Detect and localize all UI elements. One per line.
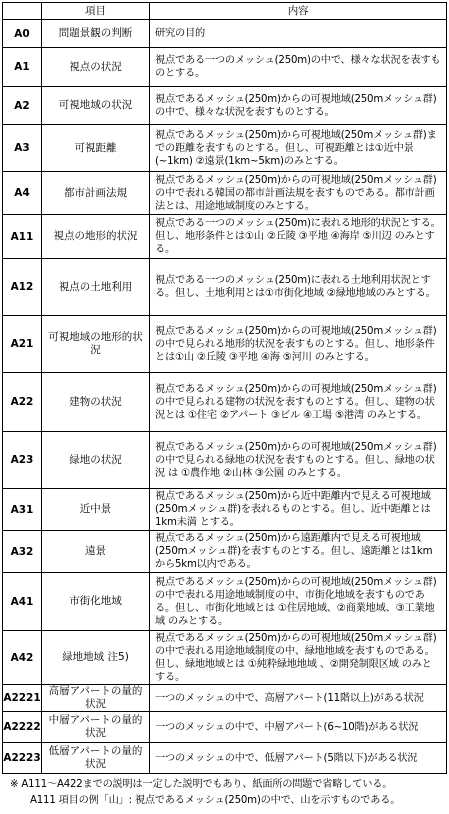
table-row-divider (2, 742, 447, 743)
row-description: 一つのメッシュの中で、中層アパート(6~10階)がある状況 (155, 721, 419, 733)
table-row-divider (2, 572, 447, 573)
row-description: 視点であるメッシュ(250m)からの可視地域(250mメッシュ群)の中で表れる韓国の都市計画法規を表すものである。都市計画法とは、用途地域制度のみとする。 (155, 174, 437, 212)
row-item: 問題景観の判断 (58, 27, 133, 39)
row-item: 可視距離 (74, 141, 117, 154)
row-description: 視点であるメッシュ(250m)からの可視地域(250mメッシュ群)の中で見られる地形的状況を表すものとする。但し、地形条件とは①山 ②丘陵 ③平地 ④海 ⑤河川 のみとする。 (155, 325, 437, 363)
table-row-divider (2, 711, 447, 712)
row-code: A0 (14, 27, 30, 40)
row-code: A31 (10, 503, 34, 516)
table-row-divider (2, 124, 447, 125)
row-code: A2221 (3, 692, 41, 704)
row-code: A2223 (3, 752, 41, 764)
row-code: A1 (14, 61, 30, 73)
row-item: 遠景 (85, 545, 106, 557)
row-code: A3 (14, 142, 30, 154)
row-description: 視点であるメッシュ(250m)からの可視地域(250mメッシュ群)の中で、様々な状況を表すものとする。 (155, 93, 437, 118)
row-item: 高層アパートの量的状況 (48, 685, 143, 710)
table-row-divider (2, 315, 447, 316)
table-row-divider (2, 773, 447, 774)
row-item: 視点の土地利用 (58, 280, 133, 293)
table-column-divider (2, 2, 3, 773)
row-item: 緑地の状況 (69, 453, 122, 466)
row-description: 視点であるメッシュ(250m)からの可視地域(250mメッシュ群)の中で表れる用途地域制度の中、市街化地域を表すものである。但し、市街化地域とは ①住居地域、②商業地域、③工業地域 のみとする。 (155, 576, 437, 627)
row-item: 都市計画法規 (64, 186, 127, 199)
row-description: 視点であるメッシュ(250m)から近中距離内で見える可視地域(250mメッシュ群)を表れるものとする。但し、近中距離とは1km未満 とする。 (155, 491, 431, 528)
row-description: 一つのメッシュの中で、高層アパート(11階以上)がある状況 (155, 692, 424, 704)
table-row-divider (2, 530, 447, 531)
row-item: 低層アパートの量的状況 (48, 745, 143, 770)
row-description: 視点である一つのメッシュ(250m)に表れる地形的状況とする。 但し、地形条件とは①山 ②丘陵 ③平地 ④海岸 ⑤川辺 のみとする。 (155, 218, 441, 255)
row-description: 視点である一つのメッシュ(250m)の中で、様々な状況を表すものとする。 (155, 55, 441, 79)
table-row-divider (2, 488, 447, 489)
header-content: 内容 (287, 4, 309, 17)
table-column-divider (446, 2, 447, 773)
table-row-divider (2, 19, 447, 20)
row-code: A42 (10, 651, 34, 664)
row-code: A32 (10, 545, 34, 558)
row-description: 一つのメッシュの中で、低層アパート(5階以下)がある状況 (155, 752, 418, 764)
row-code: A11 (10, 230, 34, 243)
row-item: 視点の状況 (69, 60, 122, 73)
table-row-divider (2, 630, 447, 631)
row-item: 市街化地域 (69, 595, 122, 607)
row-description: 視点であるメッシュ(250m)からの可視地域(250mメッシュ群)の中で見られる建物の状況を表すものとする。但し、建物の状況とは ①住宅 ②アパート ③ビル ④工場 ⑤港湾 のみとする。 (155, 383, 437, 421)
table-row-divider (2, 2, 447, 3)
row-description: 視点であるメッシュ(250m)から可視地域(250mメッシュ群)までの距離を表すものとする。但し、可視距離とは①近中景(~1km) ②遠景(1km~5km)のみとする。 (155, 129, 437, 167)
row-code: A21 (10, 338, 34, 350)
table-column-divider (149, 2, 150, 773)
table-row-divider (2, 214, 447, 215)
row-item: 可視地域の状況 (58, 99, 133, 111)
row-code: A2 (14, 99, 30, 112)
row-item: 建物の状況 (69, 395, 122, 408)
row-code: A22 (10, 396, 34, 408)
footnotes (0, 777, 449, 809)
row-item: 近中景 (79, 503, 112, 515)
header-item: 項目 (85, 4, 106, 17)
header-code (3, 3, 41, 19)
table-row-divider (2, 86, 447, 87)
row-item: 可視地域の地形的状況 (48, 331, 143, 356)
table-row-divider (2, 258, 447, 259)
table-row-divider (2, 684, 447, 685)
footnote-2: A111 項目の例「山」: 視点であるメッシュ(250m)の中で、山を示すものである。 (30, 795, 401, 806)
row-code: A2222 (3, 721, 41, 733)
row-item: 中層アパートの量的状況 (48, 714, 143, 739)
table-row-divider (2, 171, 447, 172)
table-row-divider (2, 372, 447, 373)
row-description: 視点であるメッシュ(250m)からの可視地域(250mメッシュ群)の中で表れる用途地域制度の中、緑地地域を表すものである。但し、緑地地域とは ①純粋緑地地域 、②開発制限区域 のみとする。 (155, 632, 437, 683)
row-code: A4 (14, 187, 30, 199)
row-code: A23 (10, 454, 34, 466)
row-item: 視点の地形的状況 (53, 230, 138, 242)
row-item: 緑地地域 注5) (62, 651, 129, 663)
table-row-divider (2, 47, 447, 48)
row-code: A41 (10, 595, 34, 608)
table-column-divider (41, 2, 42, 773)
row-description: 視点である一つのメッシュ(250m)に表れる土地利用状況とする。但し、土地利用とは①市街化地域 ②緑地地域のみとする。 (155, 275, 436, 299)
row-code: A12 (10, 281, 34, 293)
definition-table (2, 2, 447, 773)
row-description: 研究の目的 (155, 28, 205, 39)
row-description: 視点であるメッシュ(250m)から遠距離内で見える可視地域(250mメッシュ群)を表すものとする。但し、遠距離とは1kmから5km以内である。 (155, 533, 433, 570)
table-row-divider (2, 431, 447, 432)
row-description: 視点であるメッシュ(250m)からの可視地域(250mメッシュ群)の中で見られる緑地の状況を表すものとする。但し、緑地の状況 は ①農作地 ②山林 ③公園 のみとする。 (155, 441, 437, 479)
footnote-1: ※ A111～A422までの説明は一定した説明でもあり、紙面所の問題で省略している。 (10, 779, 393, 790)
